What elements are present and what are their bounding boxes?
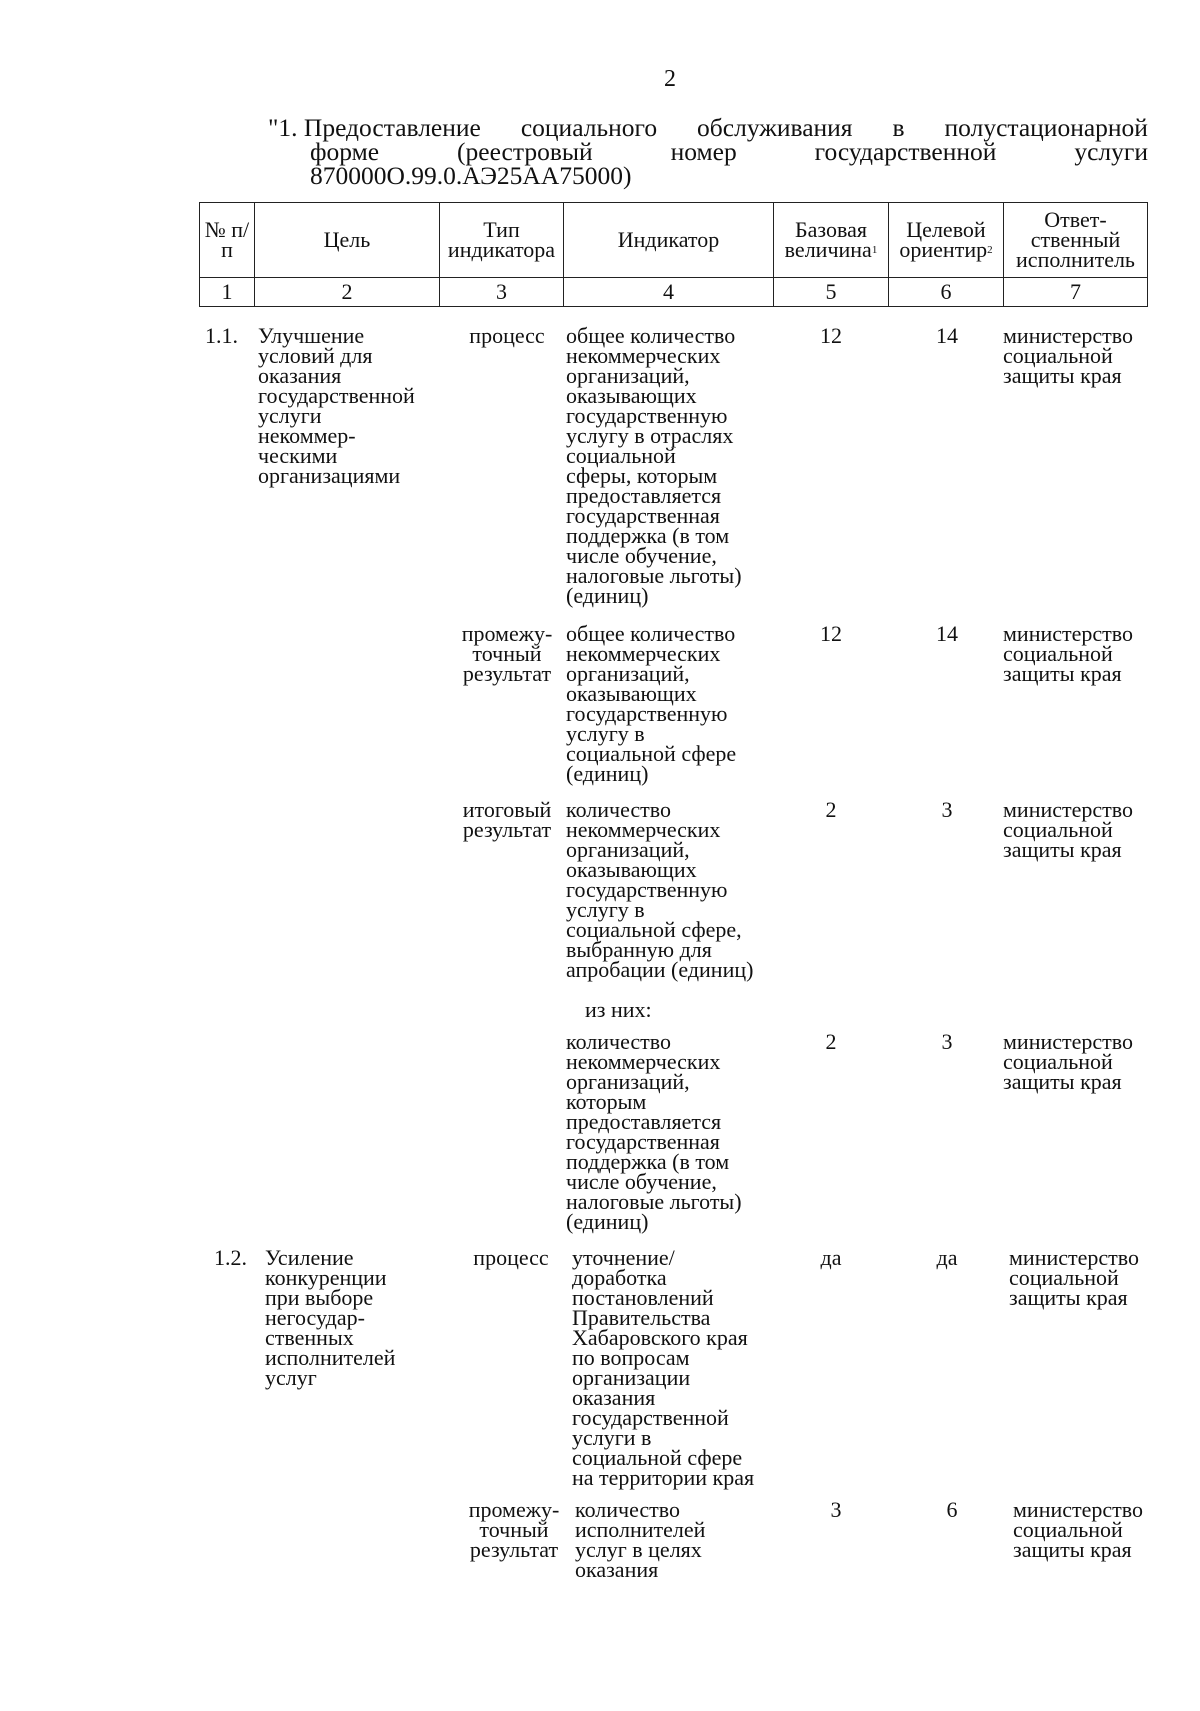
row-responsible: министерство социальной защиты края xyxy=(1009,1245,1140,1310)
row-target: да xyxy=(936,1245,958,1270)
heading-text: социального xyxy=(520,113,658,142)
row-target: 3 xyxy=(941,797,953,822)
registry-number: 870000О.99.0.АЭ25АА75000) xyxy=(310,161,632,190)
row-number: 1.1. xyxy=(205,323,238,348)
heading-text: обслуживания xyxy=(697,113,853,142)
row-base: 12 xyxy=(820,323,842,348)
row-type: процесс xyxy=(473,1245,549,1270)
row-indicator: количество исполнителей услуг в целях оказания xyxy=(575,1497,706,1582)
row-base: 3 xyxy=(830,1497,842,1522)
row-responsible: министерство социальной защиты края xyxy=(1003,1029,1134,1094)
section-heading xyxy=(268,113,1148,190)
row-target: 6 xyxy=(946,1497,958,1522)
col-header-type: Тип индикатора xyxy=(440,203,564,278)
heading-text: номер xyxy=(670,137,737,166)
heading-text: форме xyxy=(310,137,380,166)
row-base: 2 xyxy=(825,797,837,822)
row-subheading: из них: xyxy=(585,997,652,1022)
col-header-indicator: Индикатор xyxy=(564,203,774,278)
heading-text: полустационарной xyxy=(944,113,1148,142)
row-base: 2 xyxy=(825,1029,837,1054)
row-type: промежу- точный результат xyxy=(461,621,553,686)
col-header-goal: Цель xyxy=(255,203,440,278)
heading-text: "1. Предоставление xyxy=(268,113,481,142)
row-responsible: министерство социальной защиты края xyxy=(1013,1497,1144,1562)
heading-text: в xyxy=(892,113,905,142)
col-number: 4 xyxy=(564,278,774,307)
row-indicator: общее количество некоммерческих организаций, оказывающих государственную услугу в социальной сфере (единиц) xyxy=(566,621,737,786)
row-responsible: министерство социальной защиты края xyxy=(1003,797,1134,862)
col-header-num: № п/п xyxy=(200,203,255,278)
row-indicator: общее количество некоммерческих организаций, оказывающих государственную услугу в отраслях социальной сферы, которым предоставляется государственная поддержка (в том числе обучение, налоговые льготы) (единиц) xyxy=(566,323,742,608)
col-header-target: Целевой ориентир$^2$ xyxy=(889,203,1004,278)
row-type: промежу- точный результат xyxy=(468,1497,560,1562)
row-type: процесс xyxy=(469,323,545,348)
row-number: 1.2. xyxy=(214,1245,247,1270)
page-number: 2 xyxy=(664,66,676,92)
row-target: 14 xyxy=(936,621,958,646)
heading-text: (реестровый xyxy=(457,137,593,166)
col-header-base: Базовая величина$^1$ xyxy=(774,203,889,278)
heading-text: государственной xyxy=(814,137,997,166)
col-number: 1 xyxy=(200,278,255,307)
col-header-responsible: Ответ- ственный исполнитель xyxy=(1004,203,1148,278)
row-type: итоговый результат xyxy=(462,797,552,842)
row-responsible: министерство социальной защиты края xyxy=(1003,323,1134,388)
row-indicator: количество некоммерческих организаций, которым предоставляется государственная поддержка (в том числе обучение, налоговые льготы) (единиц) xyxy=(566,1029,742,1234)
col-number: 5 xyxy=(774,278,889,307)
row-indicator: количество некоммерческих организаций, оказывающих государственную услугу в социальной сфере, выбранную для апробации (единиц) xyxy=(566,797,754,982)
row-goal: Усиление конкуренции при выборе негосудар- ственных исполнителей услуг xyxy=(265,1245,396,1390)
col-number: 2 xyxy=(255,278,440,307)
table-header xyxy=(199,202,1148,307)
heading-text: услуги xyxy=(1074,137,1148,166)
row-base: 12 xyxy=(820,621,842,646)
col-number: 6 xyxy=(889,278,1004,307)
col-number: 7 xyxy=(1004,278,1148,307)
row-target: 14 xyxy=(936,323,958,348)
row-responsible: министерство социальной защиты края xyxy=(1003,621,1134,686)
row-indicator: уточнение/ доработка постановлений Правительства Хабаровского края по вопросам организации оказания государственной услуги в социальной сфере на территории края xyxy=(572,1245,755,1490)
col-number: 3 xyxy=(440,278,564,307)
row-target: 3 xyxy=(941,1029,953,1054)
row-goal: Улучшение условий для оказания государственной услуги некоммер- ческими организациями xyxy=(258,323,415,488)
row-base: да xyxy=(820,1245,842,1270)
